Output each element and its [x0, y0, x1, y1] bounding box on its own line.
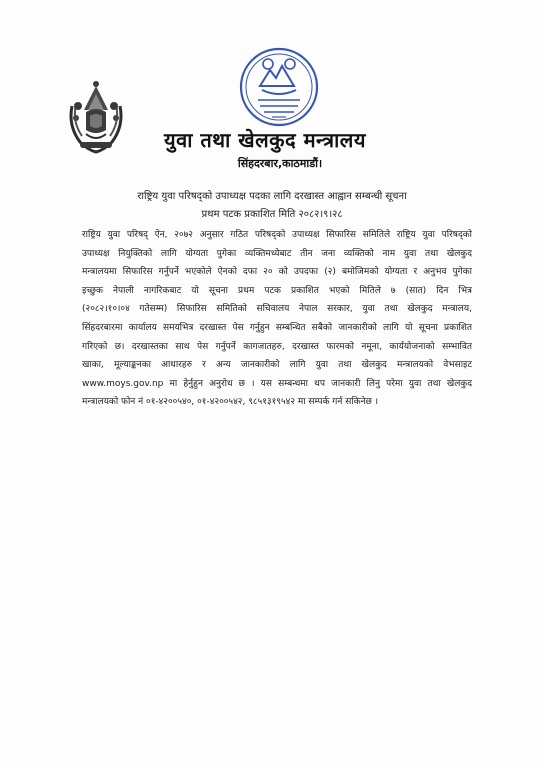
body-line: मन्त्रालयको फोन नं ०१-४२००५४०, ०१-४२००५४२, ९८५१३१९५४२ मा सम्पर्क गर्न सकिनेछ ।	[82, 397, 379, 408]
notice-publish-date: प्रथम पटक प्रकाशित मिति २०८२।९।२८	[201, 209, 343, 220]
notice-title: राष्ट्रिय युवा परिषद्को उपाध्यक्ष पदका लागि दरखास्त आह्वान सम्बन्धी सूचना	[137, 191, 407, 202]
ministry-name: युवा तथा खेलकुद मन्त्रालय	[164, 128, 366, 152]
body-line: इच्छुक नेपाली नागरिकबाट यो सूचना प्रथम पटक प्रकाशित भएको मितिले ७ (सात) दिन भित्र	[82, 285, 472, 296]
body-line: उपाध्यक्ष नियुक्तिको लागि योग्यता पुगेका व्यक्तिमध्येबाट तीन जना व्यक्तिको नाम युवा तथा खेलकुद	[82, 248, 472, 259]
body-line: मन्त्रालयमा सिफारिस गर्नुपर्ने भएकोले ऐनको दफा २० को उपदफा (२) बमोजिमको योग्यता र अनुभव पुगेका	[82, 267, 472, 278]
body-line: राष्ट्रिय युवा परिषद् ऐन, २०७२ अनुसार गठित परिषद्को उपाध्यक्ष सिफारिस समितिले राष्ट्रिय युवा परिषद्को	[82, 230, 472, 240]
body-line: (२०८२।१०।०४ गतेसम्म) सिफारिस समितिको सचिवालय नेपाल सरकार, युवा तथा खेलकुद मन्त्रालय,	[82, 304, 472, 315]
ministry-address: सिंहदरबार,काठमाडौं।	[237, 157, 323, 170]
body-line: गरिएको छ। दरखास्तका साथ पेस गर्नुपर्ने कागजातहरु, दरखास्त फारमको नमूना, कार्ययोजनाको सम्भावित	[82, 341, 472, 352]
notice-body	[82, 226, 472, 412]
body-line: खाका, मूल्याङ्कनका आधारहरु र अन्य जानकारीको लागि युवा तथा खेलकुद मन्त्रालयको वेभसाइट	[82, 360, 472, 371]
ministry-seal-icon	[238, 46, 320, 128]
body-line: www.moys.gov.np मा हेर्नुहुन अनुरोध छ । यस सम्बन्धमा थप जानकारी लिनु परेमा युवा तथा खेलकुद	[82, 378, 472, 389]
body-line: सिंहदरबारमा कार्यालय समयभित्र दरखास्त पेस गर्नुहुन सम्बन्धित सबैको जानकारीको लागि यो सूचना प्रकाशित	[82, 322, 472, 333]
nepal-coat-of-arms-icon	[66, 76, 126, 154]
